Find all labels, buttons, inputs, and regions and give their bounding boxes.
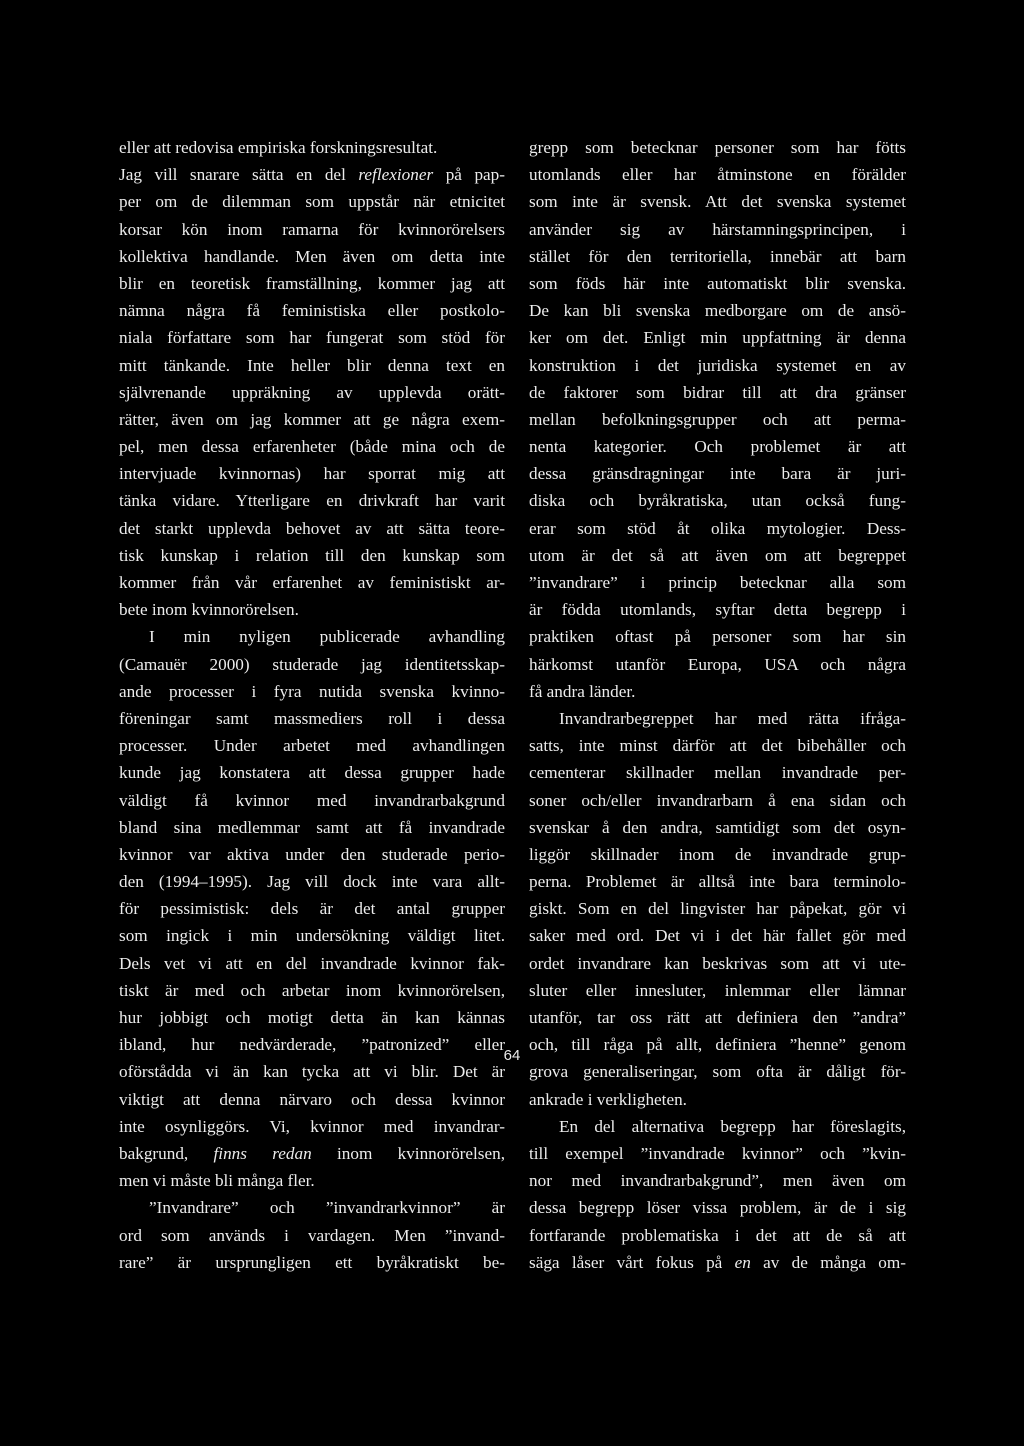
text-line: ordet invandrare kan beskrivas som att vi ute- xyxy=(529,953,906,973)
text-line: stället för den territoriella, innebär att barn xyxy=(529,246,906,266)
text-line: sluter eller innesluter, inlemmar eller lämnar xyxy=(529,980,906,1000)
text-line: giskt. Som en del lingvister har påpekat, gör vi xyxy=(529,899,906,919)
text-line: kollektiva handlande. Men även om detta inte xyxy=(119,246,505,266)
text-line: men vi måste bli många fler. xyxy=(119,1171,315,1191)
text-line: utanför, tar oss rätt att definiera den ”andra” xyxy=(529,1008,906,1027)
text-line: föreningar samt massmediers roll i dessa xyxy=(119,708,505,728)
text-line: självrenande uppräkning av upplevda orätt- xyxy=(119,382,505,402)
text-line: som inte är svensk. Att det svenska systemet xyxy=(529,192,906,212)
text-line: per om de dilemman som uppstår när etnicitet xyxy=(119,192,505,212)
text-line: saker med ord. Det vi i det här fallet gör med xyxy=(529,926,906,946)
text-line: erar som stöd åt olika mytologier. Dess- xyxy=(529,518,906,538)
text-line: dessa gränsdragningar inte bara är juri- xyxy=(529,464,906,484)
text-line: (Camauër 2000) studerade jag identitetsskap- xyxy=(119,654,505,674)
text-line: viktigt att denna närvaro och dessa kvinnor xyxy=(119,1089,505,1109)
text-line: bete inom kvinnorörelsen. xyxy=(119,600,299,620)
text-line: utomlands eller har åtminstone en förälder xyxy=(529,165,906,185)
text-line: tänka vidare. Ytterligare en drivkraft har varit xyxy=(119,491,505,511)
text-line: säga låser vårt fokus på en av de många om- xyxy=(529,1252,906,1272)
page-number: 64 xyxy=(503,1047,521,1064)
text-line: oförstådda vi än kan tycka att vi blir. Det är xyxy=(119,1062,505,1082)
text-line: De kan bli svenska medborgare om de ansö- xyxy=(529,301,906,321)
text-line: blir en teoretisk framställning, kommer jag att xyxy=(119,273,505,293)
text-line: som föds här inte automatiskt blir svenska. xyxy=(529,273,906,293)
text-line: rätter, även om jag kommer att ge några exem- xyxy=(119,409,505,429)
text-line: få andra länder. xyxy=(529,681,636,701)
text-line: I min nyligen publicerade avhandling xyxy=(149,627,505,647)
text-line: nor med invandrarbakgrund”, men även om xyxy=(529,1171,906,1191)
text-line: tiskt är med och arbetar inom kvinnorörelsen, xyxy=(119,980,505,1000)
text-line: grova generaliseringar, som ofta är dåligt för- xyxy=(529,1062,906,1082)
text-line: rare” är ursprungligen ett byråkratiskt be- xyxy=(119,1252,505,1272)
text-line: perna. Problemet är alltså inte bara terminolo- xyxy=(529,872,906,892)
text-line: för pessimistisk: dels är det antal grupper xyxy=(119,899,505,919)
text-line: konstruktion i det juridiska systemet en av xyxy=(529,355,906,375)
text-line: inte osynliggörs. Vi, kvinnor med invandrar- xyxy=(119,1116,505,1136)
text-line: nämna några få feministiska eller postkolo- xyxy=(119,301,505,321)
text-line: ande processer i fyra nutida svenska kvinno- xyxy=(119,681,505,701)
text-line: mellan befolkningsgrupper och att perma- xyxy=(529,409,906,429)
text-line: den (1994–1995). Jag vill dock inte vara allt- xyxy=(119,872,505,892)
text-line: ord som används i vardagen. Men ”invand- xyxy=(119,1225,505,1245)
text-line: svenskar å den andra, samtidigt som det osyn- xyxy=(529,817,906,837)
text-line: ibland, hur nedvärderade, ”patronized” eller xyxy=(119,1035,505,1055)
text-line: tisk kunskap i relation till den kunskap som xyxy=(119,545,505,565)
text-line: de faktorer som bidrar till att dra gränser xyxy=(529,382,906,402)
text-line: grepp som betecknar personer som har fötts xyxy=(529,138,906,157)
text-line: pel, men dessa erfarenheter (både mina och de xyxy=(119,437,505,457)
text-line: ”Invandrare” och ”invandrarkvinnor” är xyxy=(149,1198,505,1218)
text-line: En del alternativa begrepp har föreslagits, xyxy=(559,1116,906,1136)
text-line: utom är det så att även om att begreppet xyxy=(529,545,906,565)
text-line: liggör skillnader inom de invandrade grup- xyxy=(529,844,906,864)
text-line: ”invandrare” i princip betecknar alla som xyxy=(529,573,906,592)
text-line: Jag vill snarare sätta en del reflexioner på pap- xyxy=(119,165,505,185)
text-line: mitt tänkande. Inte heller blir denna text en xyxy=(119,355,505,375)
text-line: kvinnor var aktiva under den studerade perio- xyxy=(119,844,505,864)
text-line: eller att redovisa empiriska forskningsresultat. xyxy=(119,138,438,157)
text-line: härkomst utanför Europa, USA och några xyxy=(529,654,906,674)
text-line: väldigt få kvinnor med invandrarbakgrund xyxy=(119,790,505,810)
text-line: använder sig av härstamningsprincipen, i xyxy=(529,219,906,239)
text-line: Invandrarbegreppet har med rätta ifråga- xyxy=(559,708,906,728)
text-line: hur jobbigt och motigt detta än kan kännas xyxy=(119,1008,505,1027)
text-line: som ingick i min undersökning väldigt litet. xyxy=(119,926,505,946)
text-line: diska och byråkratiska, utan också fung- xyxy=(529,491,906,511)
text-line: korsar kön inom ramarna för kvinnorörelsers xyxy=(119,219,505,239)
text-line: cementerar skillnader mellan invandrade per- xyxy=(529,763,906,783)
text-line: processer. Under arbetet med avhandlingen xyxy=(119,736,505,756)
text-line: niala författare som har fungerat som stöd för xyxy=(119,328,505,348)
text-line: praktiken oftast på personer som har sin xyxy=(529,627,906,647)
text-line: ankrade i verkligheten. xyxy=(529,1089,687,1109)
text-line: fortfarande problematiska i det att de så att xyxy=(529,1225,906,1245)
text-line: satts, inte minst därför att det bibehåller och xyxy=(529,736,906,756)
text-line: ker om det. Enligt min uppfattning är denna xyxy=(529,328,906,348)
text-line: kommer från vår erfarenhet av feministiskt ar- xyxy=(119,573,505,592)
text-line: Dels vet vi att en del invandrade kvinnor fak- xyxy=(119,953,505,973)
text-line: är födda utomlands, syftar detta begrepp i xyxy=(529,600,906,620)
text-line: intervjuade kvinnornas) har sporrat mig att xyxy=(119,464,505,484)
text-line: nenta kategorier. Och problemet är att xyxy=(529,437,906,457)
text-line: kunde jag konstatera att dessa grupper hade xyxy=(119,763,505,783)
text-line: och, till råga på allt, definiera ”henne” genom xyxy=(529,1035,906,1055)
text-line: soner och/eller invandrarbarn å ena sidan och xyxy=(529,790,906,810)
left-column xyxy=(119,134,505,1276)
right-column xyxy=(529,134,906,1276)
text-line: bland sina medlemmar samt att få invandrade xyxy=(119,817,505,837)
text-line: dessa begrepp löser vissa problem, är de i sig xyxy=(529,1198,906,1218)
text-line: det starkt upplevda behovet av att sätta teore- xyxy=(119,518,505,538)
text-line: bakgrund, finns redan inom kvinnorörelsen, xyxy=(119,1143,505,1163)
text-line: till exempel ”invandrade kvinnor” och ”kvin- xyxy=(529,1143,906,1163)
